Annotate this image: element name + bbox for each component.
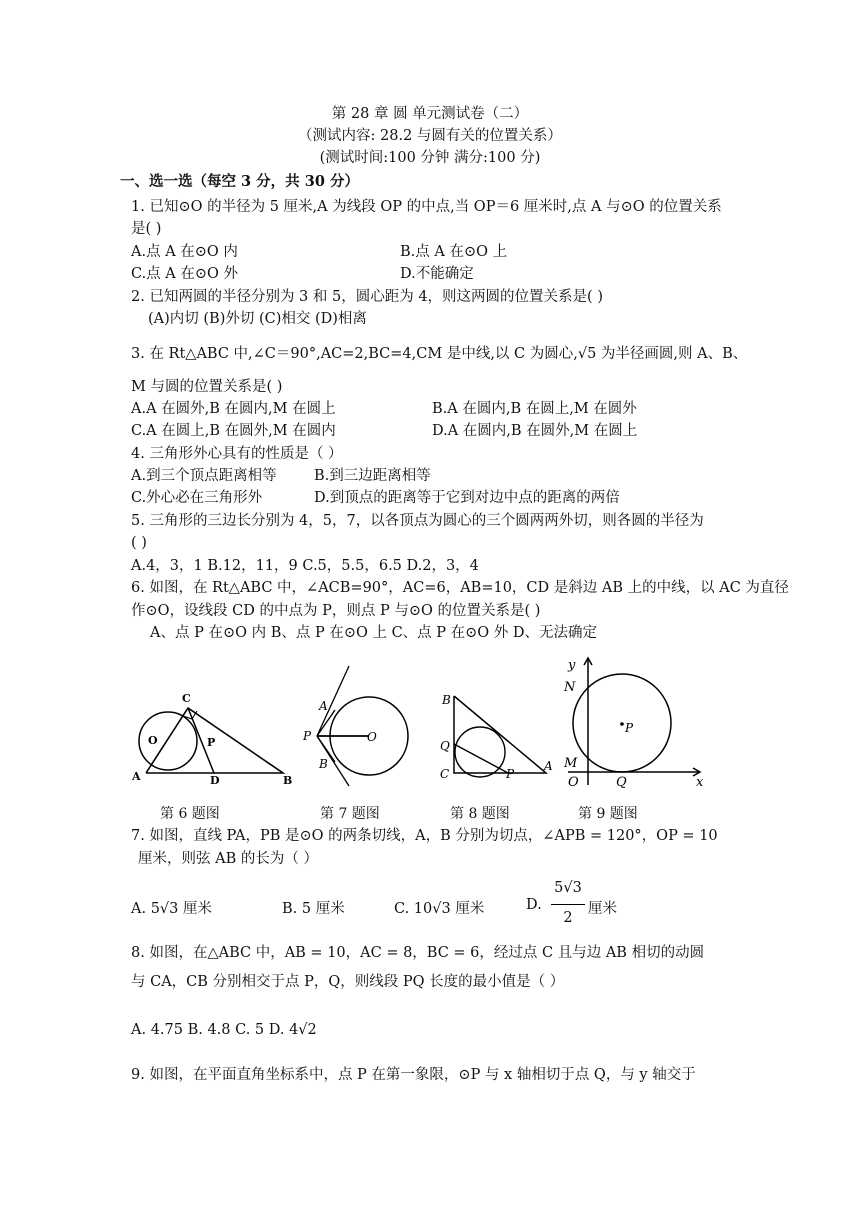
test-time-subtitle: (测试时间:100 分钟 满分:100 分)	[319, 150, 541, 166]
page-title: 第 28 章 圆 单元测试卷（二）	[331, 106, 529, 122]
q1-option-a: A.点 A 在⊙O 内	[131, 244, 238, 260]
q3-option-d: D.A 在圆内,B 在圆外,M 在圆上	[432, 423, 638, 439]
q9-stem: 9. 如图，在平面直角坐标系中，点 P 在第一象限，⊙P 与 x 轴相切于点 Q，与 y 轴交于	[131, 1067, 696, 1083]
q1-option-d: D.不能确定	[400, 266, 474, 282]
fig7-label-a: A	[319, 699, 328, 713]
q4-option-c: C.外心必在三角形外	[131, 490, 263, 506]
fig8-label-a: A	[544, 759, 553, 773]
figure-q6	[128, 688, 298, 788]
q4-option-b: B.到三边距离相等	[314, 468, 431, 484]
fig8-label-c: C	[440, 767, 450, 781]
q1-stem: 1. 已知⊙O 的半径为 5 厘米,A 为线段 OP 的中点,当 OP＝6 厘米时,点 A 与⊙O 的位置关系	[131, 199, 722, 215]
q1-option-b: B.点 A 在⊙O 上	[400, 244, 508, 260]
q8-options: A. 4.75 B. 4.8 C. 5 D. 4√2	[131, 1022, 317, 1038]
q7-option-b: B. 5 厘米	[282, 901, 345, 917]
q3-stem: 3. 在 Rt△ABC 中,∠C＝90°,AC=2,BC=4,CM 是中线,以 C 为圆心,√5 为半径画圆,则 A、B、	[131, 346, 748, 362]
figure-q9	[560, 655, 710, 795]
fig9-label-n: N	[564, 680, 576, 695]
q7-option-d-unit: 厘米	[588, 901, 617, 917]
figure-q7-caption: 第 7 题图	[320, 806, 380, 822]
q5-options: A.4，3，1 B.12，11，9 C.5，5.5，6.5 D.2，3，4	[131, 558, 479, 574]
figure-q9-caption: 第 9 题图	[578, 806, 638, 822]
q7-option-c: C. 10√3 厘米	[394, 901, 485, 917]
q4-option-d: D.到顶点的距离等于它到对边中点的距离的两倍	[314, 490, 620, 506]
q4-stem: 4. 三角形外心具有的性质是（ ）	[131, 446, 343, 462]
fig8-label-p: P	[506, 767, 515, 781]
fig9-label-y: y	[568, 658, 576, 673]
q7-stem-cont: 厘米，则弦 AB 的长为（ ）	[138, 851, 318, 867]
fig7-label-o: O	[367, 730, 377, 744]
fig6-label-b: B	[283, 774, 293, 787]
q3-stem-cont: M 与圆的位置关系是( )	[131, 379, 283, 395]
fig9-label-q: Q	[616, 775, 627, 790]
fig9-label-o: O	[568, 775, 579, 790]
figure-q8	[436, 688, 561, 788]
figure-q6-caption: 第 6 题图	[160, 806, 220, 822]
section-heading: 一、选一选（每空 3 分，共 30 分）	[120, 173, 359, 190]
fig7-label-p: P	[303, 729, 312, 743]
q1-stem-cont: 是( )	[131, 221, 162, 237]
q2-stem: 2. 已知两圆的半径分别为 3 和 5，圆心距为 4，则这两圆的位置关系是( )	[131, 289, 603, 305]
q8-stem-cont: 与 CA，CB 分别相交于点 P，Q，则线段 PQ 长度的最小值是（ ）	[131, 974, 565, 990]
q3-option-a: A.A 在圆外,B 在圆内,M 在圆上	[131, 401, 336, 417]
fig8-label-q: Q	[440, 739, 450, 753]
q7-stem: 7. 如图，直线 PA，PB 是⊙O 的两条切线，A，B 分别为切点，∠APB = 120°，OP = 10	[131, 828, 718, 844]
q3-option-c: C.A 在圆上,B 在圆外,M 在圆内	[131, 423, 336, 439]
q2-options: (A)内切 (B)外切 (C)相交 (D)相离	[148, 311, 367, 327]
fig6-label-c: C	[182, 692, 191, 705]
q5-stem: 5. 三角形的三边长分别为 4，5，7，以各顶点为圆心的三个圆两两外切，则各圆的半径为	[131, 513, 704, 529]
fig9-label-m: M	[564, 756, 578, 771]
q5-stem-cont: ( )	[131, 535, 147, 551]
fig9-label-x: x	[696, 775, 704, 790]
q3-option-b: B.A 在圆内,B 在圆上,M 在圆外	[432, 401, 637, 417]
figure-q8-caption: 第 8 题图	[450, 806, 510, 822]
fig6-label-p: P	[207, 736, 216, 749]
q6-stem-cont: 作⊙O，设线段 CD 的中点为 P，则点 P 与⊙O 的位置关系是( )	[131, 603, 541, 619]
figure-q7	[297, 662, 412, 790]
q7-option-a: A. 5√3 厘米	[131, 901, 212, 917]
fig8-label-b: B	[442, 693, 451, 707]
test-content-subtitle: （测试内容: 28.2 与圆有关的位置关系）	[298, 128, 562, 144]
fig6-label-o: O	[148, 734, 158, 747]
q6-stem: 6. 如图，在 Rt△ABC 中，∠ACB=90°，AC=6，AB=10，CD 是斜边 AB 上的中线，以 AC 为直径	[131, 580, 789, 596]
q7-option-d-fraction-bar	[551, 904, 585, 905]
q6-options: A、点 P 在⊙O 内 B、点 P 在⊙O 上 C、点 P 在⊙O 外 D、无法确定	[150, 625, 598, 641]
fig9-label-p: P	[625, 721, 634, 735]
q7-option-d-prefix: D.	[526, 897, 542, 913]
fig6-label-d: D	[210, 774, 220, 787]
q8-stem: 8. 如图，在△ABC 中，AB = 10，AC = 8，BC = 6，经过点 C 且与边 AB 相切的动圆	[131, 945, 705, 961]
q4-option-a: A.到三个顶点距离相等	[131, 468, 277, 484]
q7-option-d-numerator: 5√3	[554, 880, 582, 896]
q1-option-c: C.点 A 在⊙O 外	[131, 266, 239, 282]
fig6-label-a: A	[132, 770, 141, 783]
fig7-label-b: B	[319, 757, 328, 771]
q7-option-d-denominator: 2	[563, 910, 573, 926]
